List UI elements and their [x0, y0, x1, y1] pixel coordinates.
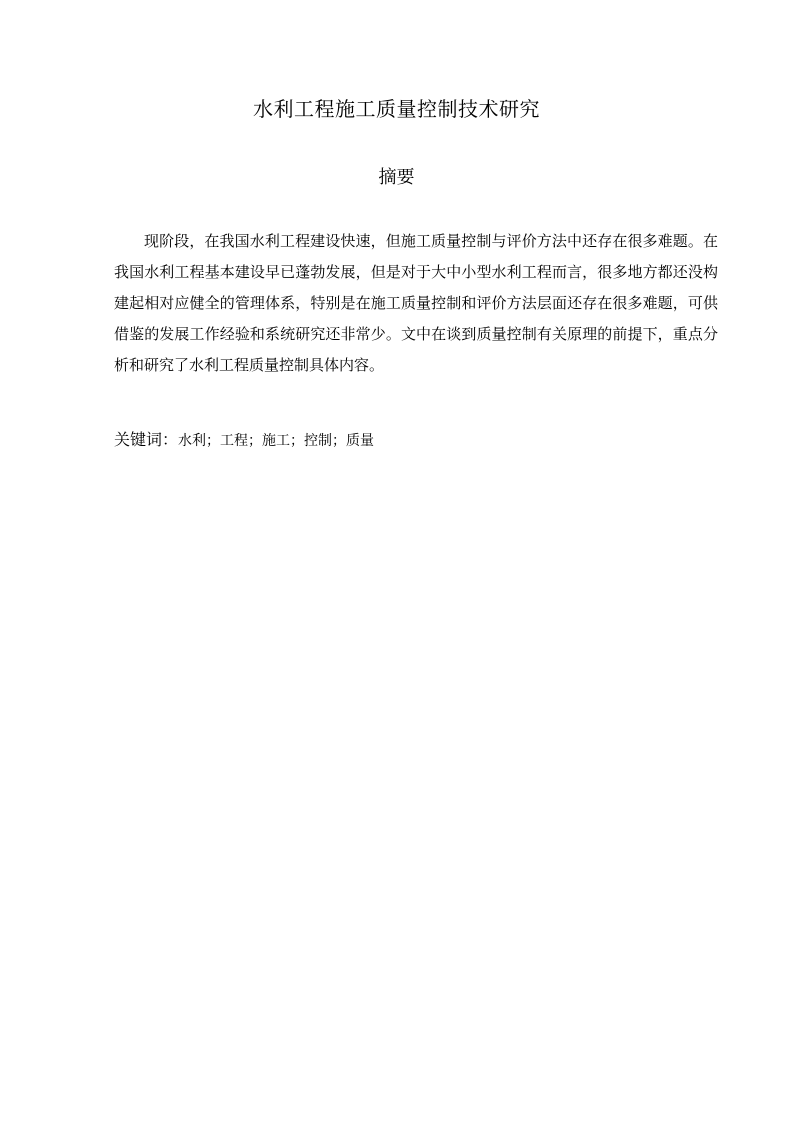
- keywords-label: 关键词：: [114, 430, 179, 449]
- keywords-list: 水利；工程；施工；控制；质量: [178, 433, 375, 449]
- abstract-heading: 摘要: [378, 167, 415, 188]
- keywords-line: [114, 427, 718, 454]
- abstract-paragraph: 现阶段，在我国水利工程建设快速，但施工质量控制与评价方法中还存在很多难题。在我国水利工程基本建设早已蓬勃发展，但是对于大中小型水利工程而言，很多地方都还没构建起相对应健全的管理体系，特别是在施工质量控制和评价方法层面还存在很多难题，可供借鉴的发展工作经验和系统研究还非常少。文中在谈到质量控制有关原理的前提下，重点分析和研究了水利工程质量控制具体内容。: [114, 232, 718, 374]
- document-title: 水利工程施工质量控制技术研究: [253, 97, 540, 121]
